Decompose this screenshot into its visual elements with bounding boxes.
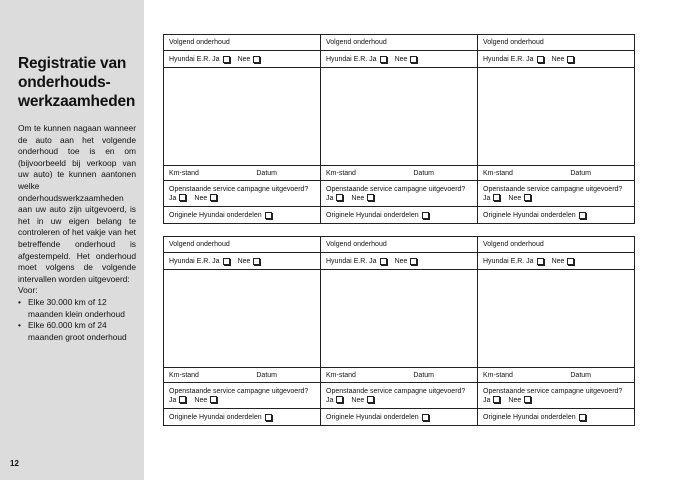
- hyundai-er-label: Hyundai E.R. Ja: [483, 257, 534, 265]
- ja-label: Ja: [326, 194, 334, 202]
- hyundai-er-label: Hyundai E.R. Ja: [326, 257, 377, 265]
- checkbox-campaign-nee[interactable]: [367, 396, 374, 403]
- original-parts-label: Originele Hyundai onderdelen: [483, 413, 576, 421]
- nee-label: Nee: [351, 396, 365, 404]
- intro-paragraph: Om te kunnen nagaan wanneer de auto aan het volgende onderhoud toe is en om (bijvoorbeeld bij verkoop van uw auto) te kunnen aantonen welke onderhoudswerkzaamheden aan uw auto zijn uitgevoerd, is het in uw eigen belang te controleren of het vakje van het betreffende onderhoud is afgestempeld. Het onderhoud moet volgens de volgende intervallen worden uitgevoerd:: [18, 123, 136, 284]
- checkbox-campaign-nee[interactable]: [524, 396, 531, 403]
- stamp-area: [478, 270, 634, 368]
- ja-label: Ja: [169, 396, 177, 404]
- datum-label: Datum: [570, 371, 591, 379]
- datum-label: Datum: [570, 169, 591, 177]
- cell-header: Volgend onderhoud: [483, 241, 544, 248]
- hyundai-er-label: Hyundai E.R. Ja: [326, 55, 377, 63]
- page-title: Registratie van onderhouds-werkzaamheden: [18, 55, 136, 110]
- maintenance-record-cell: [321, 236, 478, 426]
- page-number: 12: [10, 459, 19, 468]
- original-parts-label: Originele Hyundai onderdelen: [326, 413, 419, 421]
- stamp-area: [321, 270, 477, 368]
- hyundai-er-label: Hyundai E.R. Ja: [169, 55, 220, 63]
- checkbox-original-parts[interactable]: [265, 414, 272, 421]
- stamp-area: [164, 270, 320, 368]
- interval-list: [18, 297, 136, 343]
- checkbox-original-parts[interactable]: [265, 212, 272, 219]
- original-parts-label: Originele Hyundai onderdelen: [169, 413, 262, 421]
- checkbox-ja[interactable]: [537, 258, 544, 265]
- km-stand-label: Km-stand: [169, 169, 199, 177]
- sidebar: [0, 0, 144, 480]
- campaign-question: Openstaande service campagne uitgevoerd?: [169, 387, 309, 395]
- voor-label: Voor:: [18, 285, 38, 296]
- hyundai-er-label: Hyundai E.R. Ja: [483, 55, 534, 63]
- nee-label: Nee: [237, 55, 251, 63]
- hyundai-er-label: Hyundai E.R. Ja: [169, 257, 220, 265]
- checkbox-campaign-nee[interactable]: [210, 194, 217, 201]
- datum-label: Datum: [256, 371, 277, 379]
- checkbox-campaign-ja[interactable]: [336, 396, 343, 403]
- ja-label: Ja: [483, 396, 491, 404]
- checkbox-campaign-ja[interactable]: [493, 396, 500, 403]
- checkbox-nee[interactable]: [410, 258, 417, 265]
- datum-label: Datum: [256, 169, 277, 177]
- interval-item: • Elke 30.000 km of 12 maanden klein onderhoud: [28, 297, 136, 320]
- campaign-question: Openstaande service campagne uitgevoerd?: [483, 185, 623, 193]
- km-stand-label: Km-stand: [483, 169, 513, 177]
- nee-label: Nee: [551, 257, 565, 265]
- maintenance-record-cell: [164, 34, 321, 224]
- cell-header: Volgend onderhoud: [483, 39, 544, 46]
- checkbox-nee[interactable]: [567, 56, 574, 63]
- intro-text: [18, 123, 136, 343]
- original-parts-label: Originele Hyundai onderdelen: [326, 211, 419, 219]
- original-parts-label: Originele Hyundai onderdelen: [483, 211, 576, 219]
- checkbox-ja[interactable]: [537, 56, 544, 63]
- cell-header: Volgend onderhoud: [326, 241, 387, 248]
- maintenance-record-row: [163, 236, 636, 426]
- maintenance-record-cell: [321, 34, 478, 224]
- stamp-area: [478, 68, 634, 166]
- maintenance-record-cell: [164, 236, 321, 426]
- cell-header: Volgend onderhoud: [326, 39, 387, 46]
- checkbox-campaign-ja[interactable]: [336, 194, 343, 201]
- campaign-question: Openstaande service campagne uitgevoerd?: [169, 185, 309, 193]
- checkbox-nee[interactable]: [567, 258, 574, 265]
- maintenance-record-cell: [478, 34, 635, 224]
- checkbox-ja[interactable]: [380, 56, 387, 63]
- checkbox-nee[interactable]: [253, 258, 260, 265]
- stamp-area: [164, 68, 320, 166]
- checkbox-original-parts[interactable]: [579, 414, 586, 421]
- checkbox-original-parts[interactable]: [422, 414, 429, 421]
- checkbox-ja[interactable]: [223, 258, 230, 265]
- checkbox-original-parts[interactable]: [579, 212, 586, 219]
- km-stand-label: Km-stand: [326, 169, 356, 177]
- cell-header: Volgend onderhoud: [169, 39, 230, 46]
- checkbox-nee[interactable]: [410, 56, 417, 63]
- checkbox-campaign-nee[interactable]: [210, 396, 217, 403]
- interval-item: • Elke 60.000 km of 24 maanden groot onderhoud: [28, 320, 136, 343]
- nee-label: Nee: [508, 396, 522, 404]
- ja-label: Ja: [169, 194, 177, 202]
- km-stand-label: Km-stand: [326, 371, 356, 379]
- checkbox-ja[interactable]: [223, 56, 230, 63]
- nee-label: Nee: [394, 55, 408, 63]
- maintenance-record-row: [163, 34, 636, 224]
- ja-label: Ja: [326, 396, 334, 404]
- checkbox-campaign-ja[interactable]: [493, 194, 500, 201]
- checkbox-campaign-ja[interactable]: [179, 396, 186, 403]
- checkbox-campaign-ja[interactable]: [179, 194, 186, 201]
- original-parts-label: Originele Hyundai onderdelen: [169, 211, 262, 219]
- nee-label: Nee: [237, 257, 251, 265]
- nee-label: Nee: [194, 194, 208, 202]
- datum-label: Datum: [413, 169, 434, 177]
- nee-label: Nee: [508, 194, 522, 202]
- checkbox-campaign-nee[interactable]: [524, 194, 531, 201]
- checkbox-original-parts[interactable]: [422, 212, 429, 219]
- km-stand-label: Km-stand: [169, 371, 199, 379]
- nee-label: Nee: [394, 257, 408, 265]
- campaign-question: Openstaande service campagne uitgevoerd?: [326, 387, 466, 395]
- ja-label: Ja: [483, 194, 491, 202]
- stamp-area: [321, 68, 477, 166]
- checkbox-nee[interactable]: [253, 56, 260, 63]
- cell-header: Volgend onderhoud: [169, 241, 230, 248]
- nee-label: Nee: [194, 396, 208, 404]
- datum-label: Datum: [413, 371, 434, 379]
- campaign-question: Openstaande service campagne uitgevoerd?: [483, 387, 623, 395]
- nee-label: Nee: [551, 55, 565, 63]
- campaign-question: Openstaande service campagne uitgevoerd?: [326, 185, 466, 193]
- nee-label: Nee: [351, 194, 365, 202]
- km-stand-label: Km-stand: [483, 371, 513, 379]
- checkbox-ja[interactable]: [380, 258, 387, 265]
- maintenance-record-cell: [478, 236, 635, 426]
- checkbox-campaign-nee[interactable]: [367, 194, 374, 201]
